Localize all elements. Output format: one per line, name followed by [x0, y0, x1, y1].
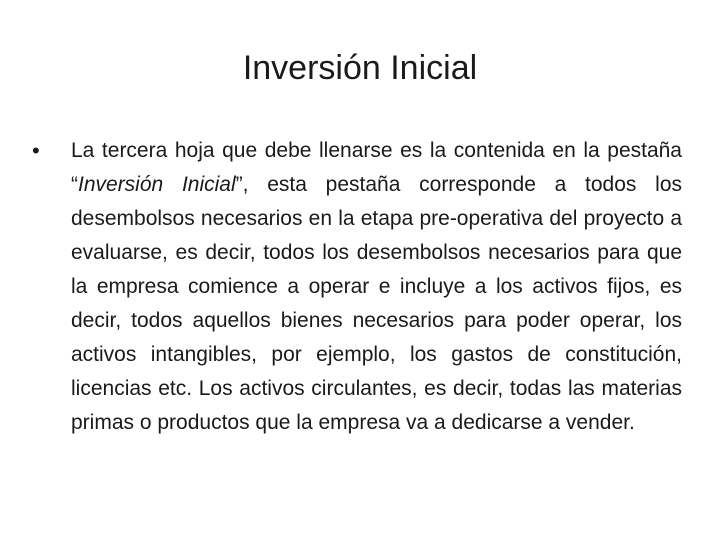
bullet-text-part2: ”, esta pestaña corresponde a todos los desembolsos necesarios en la etapa pre-operativa del proyecto a evaluarse, es decir, todos los desembolsos necesarios para que la empresa comience a operar e incluye a los activos fijos, es decir, todos aquellos bienes necesarios para poder operar, los activos intangibles, por ejemplo, los gastos de constitución, licencias etc. Los activos circulantes, es decir, todas las materias primas o productos que la empresa va a dedicarse a vender. [71, 173, 683, 434]
bullet-text-part1: La tercera hoja que debe llenarse es la contenida en la pestaña “ [71, 139, 682, 196]
bullet-item [32, 134, 682, 440]
bullet-text [71, 134, 682, 440]
bullet-text-italic: Inversión Inicial [78, 173, 236, 196]
bullet-marker: • [32, 138, 40, 163]
slide-title: Inversión Inicial [242, 49, 478, 87]
